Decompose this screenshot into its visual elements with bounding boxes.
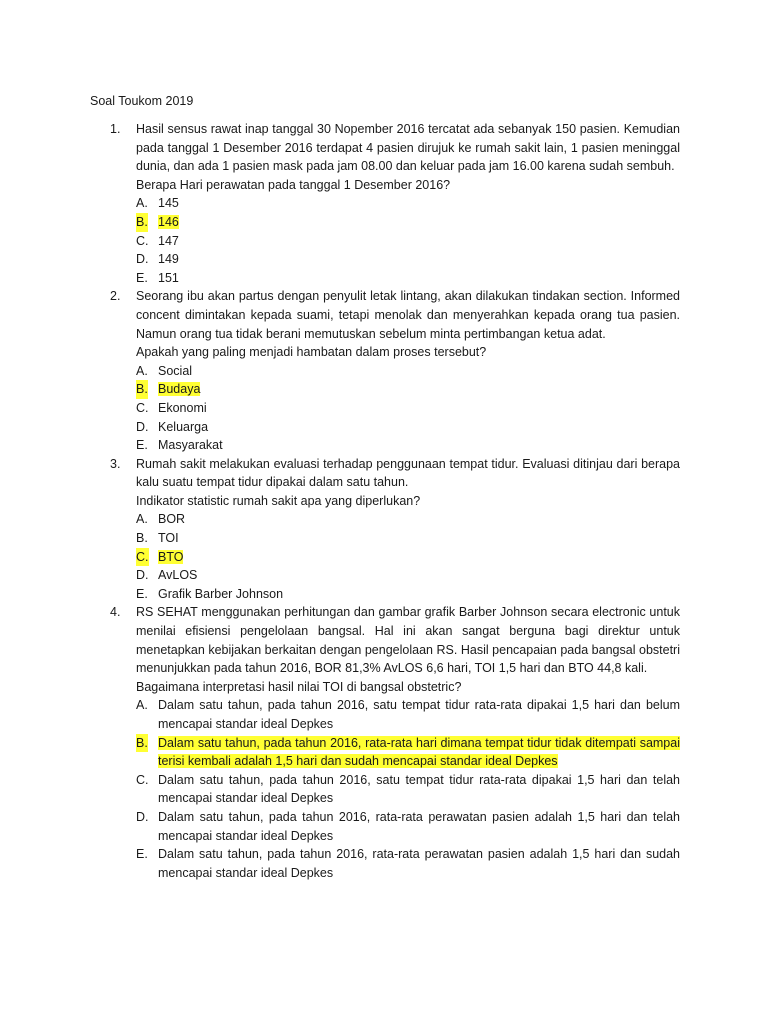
option-letter: E. — [136, 438, 148, 453]
option-e — [136, 269, 680, 288]
document-title: Soal Toukom 2019 — [90, 94, 194, 108]
option-a — [136, 696, 680, 733]
option-d — [136, 808, 680, 845]
question-prompt: Indikator statistic rumah sakit apa yang diperlukan? — [136, 493, 421, 508]
option-c — [136, 399, 680, 418]
option-c — [136, 232, 680, 251]
option-text: TOI — [158, 531, 179, 546]
option-text: BOR — [158, 512, 186, 527]
question-number: 4. — [110, 605, 121, 620]
question-4 — [110, 603, 680, 882]
option-d — [136, 566, 680, 585]
option-letter: D. — [136, 419, 149, 434]
question-text: RS SEHAT menggunakan perhitungan dan gambar grafik Barber Johnson secara electronic untuk menilai efisiensi pengelolaan bangsal. Hal ini akan sangat berguna bagi direktur untuk menetapkan kebijakan berkaitan dengan pengelolaan RS. Hasil pencapaian pada bangsal obstetri menunjukkan pada tahun 2016, BOR 81,3% AvLOS 6,6 hari, TOI 1,5 hari dan BTO 44,8 kali. — [136, 605, 680, 676]
option-d — [136, 418, 680, 437]
option-text: Ekonomi — [158, 400, 207, 415]
question-number: 1. — [110, 122, 121, 136]
option-text: Dalam satu tahun, pada tahun 2016, rata-rata perawatan pasien adalah 1,5 hari dan telah mencapai standar ideal Depkes — [158, 809, 680, 843]
option-e — [136, 845, 680, 882]
question-number: 3. — [110, 456, 121, 471]
option-letter: B. — [136, 213, 148, 232]
option-list — [136, 696, 680, 882]
option-text: Dalam satu tahun, pada tahun 2016, rata-rata hari dimana tempat tidur tidak ditempati sampai terisi kembali adalah 1,5 hari dan sudah mencapai standar ideal Depkes — [158, 735, 680, 769]
option-text: Dalam satu tahun, pada tahun 2016, satu tempat tidur rata-rata dipakai 1,5 hari dan telah mencapai standar ideal Depkes — [158, 772, 680, 806]
option-letter: C. — [136, 772, 149, 787]
option-text: 151 — [158, 270, 179, 285]
option-c-highlighted — [136, 548, 680, 567]
option-text: AvLOS — [158, 568, 198, 583]
option-letter: C. — [136, 400, 149, 415]
option-text: Dalam satu tahun, pada tahun 2016, rata-rata perawatan pasien adalah 1,5 hari dan sudah mencapai standar ideal Depkes — [158, 847, 680, 880]
option-text: 145 — [158, 196, 179, 211]
question-prompt: Bagaimana interpretasi hasil nilai TOI di bangsal obstetric? — [136, 679, 462, 694]
option-text: Masyarakat — [158, 438, 223, 453]
option-text: Dalam satu tahun, pada tahun 2016, satu tempat tidur rata-rata dipakai 1,5 hari dan belum mencapai standar ideal Depkes — [158, 698, 680, 731]
option-a — [136, 362, 680, 381]
question-3 — [110, 455, 680, 604]
question-text: Seorang ibu akan partus dengan penyulit letak lintang, akan dilakukan tindakan section. Informed concent dimintakan kepada suami, tetapi menolak dan menyerahkan kepada orang tua pasien. Namun orang tua tidak berani memutuskan sebelum minta pertimbangan ketua adat. — [136, 289, 680, 341]
question-1 — [110, 120, 680, 287]
question-prompt: Apakah yang paling menjadi hambatan dalam proses tersebut? — [136, 345, 487, 360]
option-e — [136, 585, 680, 604]
option-text: Budaya — [158, 382, 201, 397]
option-list — [136, 194, 680, 287]
option-text: 146 — [158, 214, 179, 229]
question-prompt: Berapa Hari perawatan pada tanggal 1 Desember 2016? — [136, 177, 451, 192]
option-letter: A. — [136, 363, 148, 378]
option-b-highlighted — [136, 213, 680, 232]
option-b-highlighted — [136, 380, 680, 399]
option-a — [136, 194, 680, 213]
option-text: 149 — [158, 252, 179, 267]
option-a — [136, 510, 680, 529]
option-list — [136, 510, 680, 603]
option-d — [136, 250, 680, 269]
option-e — [136, 436, 680, 455]
option-text: BTO — [158, 549, 184, 564]
option-text: Grafik Barber Johnson — [158, 586, 284, 601]
option-letter: B. — [136, 734, 148, 753]
question-list — [110, 120, 680, 882]
question-2 — [110, 287, 680, 454]
option-letter: D. — [136, 809, 149, 824]
option-letter: B. — [136, 380, 148, 399]
option-text: Social — [158, 363, 193, 378]
question-number: 2. — [110, 289, 121, 304]
option-letter: C. — [136, 548, 149, 567]
option-letter: E. — [136, 847, 148, 862]
option-letter: C. — [136, 233, 149, 248]
option-text: 147 — [158, 233, 179, 248]
option-text: Keluarga — [158, 419, 209, 434]
option-letter: A. — [136, 512, 148, 527]
option-letter: A. — [136, 196, 148, 211]
option-b — [136, 529, 680, 548]
option-list — [136, 362, 680, 455]
option-letter: E. — [136, 586, 148, 601]
option-b-highlighted — [136, 734, 680, 771]
question-text: Hasil sensus rawat inap tanggal 30 Nopember 2016 tercatat ada sebanyak 150 pasien. Kemudian pada tanggal 1 Desember 2016 terdapat 4 pasien dirujuk ke rumah sakit lain, 1 pasien meninggal dunia, dan ada 1 pasien mask pada jam 08.00 dan keluar pada jam 16.00 karena sudah sembuh. — [136, 122, 680, 174]
option-c — [136, 771, 680, 808]
option-letter: B. — [136, 531, 148, 546]
option-letter: D. — [136, 568, 149, 583]
question-text: Rumah sakit melakukan evaluasi terhadap penggunaan tempat tidur. Evaluasi ditinjau dari berapa kalu suatu tempat tidur dipakai dalam satu tahun. — [136, 456, 680, 490]
option-letter: A. — [136, 698, 148, 713]
option-letter: E. — [136, 270, 148, 285]
option-letter: D. — [136, 252, 149, 267]
